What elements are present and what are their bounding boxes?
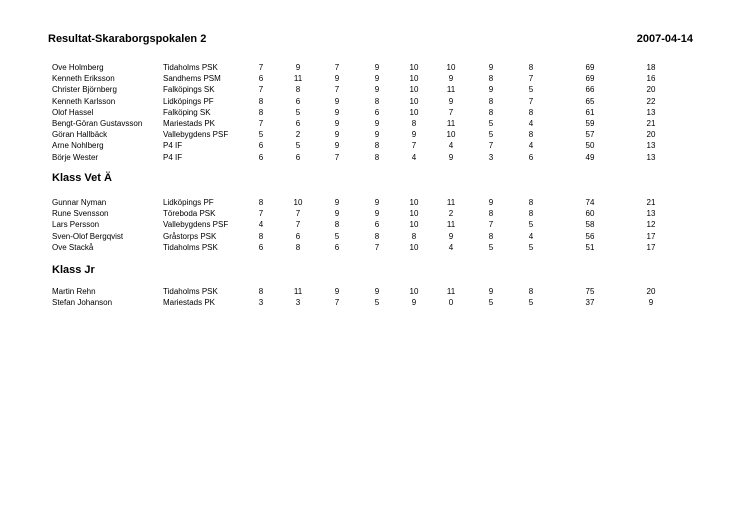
total-score: 69: [585, 74, 595, 84]
series-score: 10: [446, 130, 456, 140]
club-name: Vallebygdens PSF: [163, 220, 229, 230]
series-score: 9: [374, 74, 380, 84]
series-score: 11: [446, 220, 456, 230]
club-name: Tidaholms PSK: [163, 242, 218, 252]
series-score: 6: [258, 141, 264, 151]
series-score: 6: [528, 152, 534, 162]
club-name: Falköping SK: [163, 107, 211, 117]
series-score: 8: [488, 96, 494, 106]
series-score: 7: [334, 85, 340, 95]
series-score: 9: [448, 74, 454, 84]
total-score: 69: [585, 63, 595, 72]
inner-tens: 20: [646, 85, 656, 95]
series-score: 9: [374, 119, 380, 128]
series-score: 8: [528, 209, 534, 219]
series-score: 5: [488, 130, 494, 140]
club-name: Lidköpings PF: [163, 198, 214, 207]
series-score: 9: [448, 152, 454, 162]
shooter-name: Börje Wester: [52, 152, 99, 162]
series-score: 7: [258, 63, 264, 72]
result-row: [0, 62, 741, 73]
result-row: [0, 118, 741, 129]
series-score: 8: [528, 287, 534, 296]
club-name: Tidaholms PSK: [163, 63, 218, 72]
series-score: 5: [295, 141, 301, 151]
club-name: Gråstorps PSK: [163, 231, 217, 241]
series-score: 5: [295, 107, 301, 117]
total-score: 57: [585, 130, 595, 140]
shooter-name: Ove Holmberg: [52, 63, 104, 72]
series-score: 11: [446, 85, 456, 95]
series-score: 9: [295, 63, 301, 72]
result-row: [0, 152, 741, 163]
series-score: 9: [448, 96, 454, 106]
shooter-name: Bengt-Göran Gustavsson: [52, 119, 143, 128]
class-heading: Klass Jr: [52, 264, 95, 276]
series-score: 9: [448, 231, 454, 241]
result-row: [0, 208, 741, 219]
result-row: [0, 242, 741, 253]
series-score: 9: [488, 287, 494, 296]
series-score: 10: [409, 242, 419, 252]
total-score: 60: [585, 209, 595, 219]
inner-tens: 17: [646, 242, 656, 252]
shooter-name: Kenneth Eriksson: [52, 74, 115, 84]
series-score: 3: [488, 152, 494, 162]
series-score: 6: [334, 242, 340, 252]
inner-tens: 13: [646, 107, 656, 117]
series-score: 9: [334, 130, 340, 140]
total-score: 75: [585, 287, 595, 296]
series-score: 9: [334, 287, 340, 296]
series-score: 8: [528, 107, 534, 117]
series-score: 8: [488, 107, 494, 117]
series-score: 5: [528, 85, 534, 95]
club-name: Falköpings SK: [163, 85, 215, 95]
series-score: 9: [334, 96, 340, 106]
series-score: 9: [334, 119, 340, 128]
series-score: 10: [409, 74, 419, 84]
series-score: 11: [293, 287, 303, 296]
series-score: 8: [295, 85, 301, 95]
series-score: 9: [334, 141, 340, 151]
series-score: 7: [488, 220, 494, 230]
report-date: 2007-04-14: [636, 33, 693, 45]
shooter-name: Göran Hallbäck: [52, 130, 108, 140]
result-row: [0, 197, 741, 208]
series-score: 8: [258, 231, 264, 241]
series-score: 4: [448, 242, 454, 252]
series-score: 5: [488, 242, 494, 252]
series-score: 4: [411, 152, 417, 162]
inner-tens: 22: [646, 96, 656, 106]
series-score: 7: [295, 209, 301, 219]
result-row: [0, 96, 741, 107]
series-score: 4: [528, 141, 534, 151]
series-score: 8: [295, 242, 301, 252]
series-score: 8: [488, 231, 494, 241]
page-title: Resultat-Skaraborgspokalen 2: [48, 33, 207, 45]
series-score: 4: [528, 119, 534, 128]
series-score: 7: [334, 152, 340, 162]
inner-tens: 20: [646, 130, 656, 140]
series-score: 8: [528, 130, 534, 140]
shooter-name: Ove Stackå: [52, 242, 94, 252]
total-score: 66: [585, 85, 595, 95]
result-row: [0, 286, 741, 297]
club-name: Lidköpings PF: [163, 96, 214, 106]
series-score: 9: [374, 198, 380, 207]
series-score: 11: [293, 74, 303, 84]
series-score: 11: [446, 119, 456, 128]
series-score: 7: [448, 107, 454, 117]
series-score: 10: [409, 220, 419, 230]
shooter-name: Rune Svensson: [52, 209, 109, 219]
result-row: [0, 231, 741, 242]
inner-tens: 13: [646, 152, 656, 162]
series-score: 9: [334, 198, 340, 207]
series-score: 10: [409, 107, 419, 117]
total-score: 59: [585, 119, 595, 128]
series-score: 10: [409, 85, 419, 95]
series-score: 10: [409, 198, 419, 207]
series-score: 10: [409, 209, 419, 219]
total-score: 61: [585, 107, 595, 117]
series-score: 8: [258, 96, 264, 106]
series-score: 9: [374, 63, 380, 72]
series-score: 6: [295, 119, 301, 128]
total-score: 65: [585, 96, 595, 106]
shooter-name: Kenneth Karlsson: [52, 96, 116, 106]
series-score: 8: [528, 63, 534, 72]
series-score: 9: [374, 209, 380, 219]
inner-tens: 20: [646, 287, 656, 296]
series-score: 7: [258, 119, 264, 128]
shooter-name: Sven-Olof Bergqvist: [52, 231, 124, 241]
shooter-name: Martin Rehn: [52, 287, 96, 296]
series-score: 6: [374, 107, 380, 117]
total-score: 49: [585, 152, 595, 162]
club-name: Mariestads PK: [163, 298, 216, 308]
series-score: 9: [334, 107, 340, 117]
shooter-name: Lars Persson: [52, 220, 100, 230]
series-score: 9: [488, 85, 494, 95]
total-score: 58: [585, 220, 595, 230]
shooter-name: Christer Björnberg: [52, 85, 117, 95]
series-score: 7: [295, 220, 301, 230]
series-score: 8: [488, 209, 494, 219]
shooter-name: Arne Nohlberg: [52, 141, 104, 151]
series-score: 8: [411, 231, 417, 241]
series-score: 5: [374, 298, 380, 308]
result-row: [0, 140, 741, 151]
series-score: 5: [488, 119, 494, 128]
series-score: 6: [295, 231, 301, 241]
inner-tens: 13: [646, 141, 656, 151]
shooter-name: Olof Hassel: [52, 107, 94, 117]
series-score: 7: [334, 298, 340, 308]
series-score: 8: [258, 198, 264, 207]
series-score: 3: [258, 298, 264, 308]
inner-tens: 21: [646, 119, 656, 128]
series-score: 6: [295, 152, 301, 162]
result-row: [0, 107, 741, 118]
series-score: 8: [258, 287, 264, 296]
series-score: 7: [528, 96, 534, 106]
series-score: 11: [446, 287, 456, 296]
club-name: P4 IF: [163, 141, 183, 151]
series-score: 8: [334, 220, 340, 230]
series-score: 9: [411, 130, 417, 140]
class-heading: Klass Vet Ä: [52, 172, 112, 184]
series-score: 7: [528, 74, 534, 84]
series-score: 9: [334, 209, 340, 219]
series-score: 5: [528, 298, 534, 308]
series-score: 2: [448, 209, 454, 219]
series-score: 7: [411, 141, 417, 151]
series-score: 10: [409, 63, 419, 72]
series-score: 6: [295, 96, 301, 106]
club-name: Tidaholms PSK: [163, 287, 218, 296]
total-score: 56: [585, 231, 595, 241]
shooter-name: Stefan Johanson: [52, 298, 113, 308]
series-score: 5: [258, 130, 264, 140]
series-score: 10: [409, 287, 419, 296]
series-score: 7: [374, 242, 380, 252]
club-name: Mariestads PK: [163, 119, 216, 128]
series-score: 5: [334, 231, 340, 241]
series-score: 6: [258, 152, 264, 162]
series-score: 10: [409, 96, 419, 106]
series-score: 4: [528, 231, 534, 241]
series-score: 6: [374, 220, 380, 230]
series-score: 3: [295, 298, 301, 308]
total-score: 37: [585, 298, 595, 308]
inner-tens: 12: [646, 220, 656, 230]
series-score: 9: [488, 198, 494, 207]
series-score: 5: [528, 220, 534, 230]
series-score: 5: [528, 242, 534, 252]
series-score: 8: [258, 107, 264, 117]
total-score: 51: [585, 242, 595, 252]
series-score: 6: [258, 74, 264, 84]
inner-tens: 18: [646, 63, 656, 72]
total-score: 74: [585, 198, 595, 207]
series-score: 9: [411, 298, 417, 308]
series-score: 9: [488, 63, 494, 72]
inner-tens: 9: [648, 298, 654, 308]
series-score: 7: [258, 209, 264, 219]
series-score: 9: [334, 74, 340, 84]
result-row: [0, 129, 741, 140]
inner-tens: 17: [646, 231, 656, 241]
series-score: 6: [258, 242, 264, 252]
series-score: 4: [258, 220, 264, 230]
result-row: [0, 297, 741, 308]
series-score: 9: [374, 287, 380, 296]
series-score: 5: [488, 298, 494, 308]
inner-tens: 16: [646, 74, 656, 84]
result-row: [0, 84, 741, 95]
series-score: 10: [446, 63, 456, 72]
series-score: 0: [448, 298, 454, 308]
result-row: [0, 219, 741, 230]
club-name: Töreboda PSK: [163, 209, 216, 219]
series-score: 7: [334, 63, 340, 72]
shooter-name: Gunnar Nyman: [52, 198, 107, 207]
series-score: 11: [446, 198, 456, 207]
series-score: 8: [528, 198, 534, 207]
series-score: 9: [374, 85, 380, 95]
series-score: 8: [488, 74, 494, 84]
series-score: 7: [488, 141, 494, 151]
club-name: Vallebygdens PSF: [163, 130, 229, 140]
series-score: 8: [374, 96, 380, 106]
club-name: P4 IF: [163, 152, 183, 162]
series-score: 4: [448, 141, 454, 151]
series-score: 9: [374, 130, 380, 140]
series-score: 8: [411, 119, 417, 128]
series-score: 8: [374, 231, 380, 241]
inner-tens: 21: [646, 198, 656, 207]
series-score: 8: [374, 152, 380, 162]
result-row: [0, 73, 741, 84]
inner-tens: 13: [646, 209, 656, 219]
series-score: 8: [374, 141, 380, 151]
series-score: 2: [295, 130, 301, 140]
series-score: 10: [293, 198, 303, 207]
series-score: 7: [258, 85, 264, 95]
total-score: 50: [585, 141, 595, 151]
club-name: Sandhems PSM: [163, 74, 221, 84]
